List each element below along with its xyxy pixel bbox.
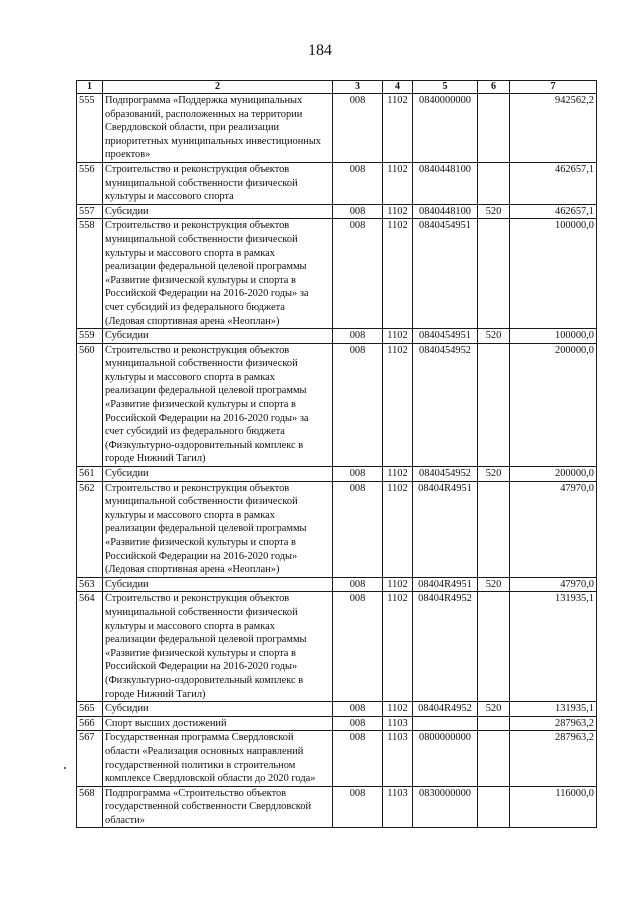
row-name [103,94,333,163]
row-target-article-code: 08404R4951 [413,481,478,577]
row-expense-type-code [478,592,510,702]
table-row [77,577,597,592]
row-amount: 462657,1 [510,162,597,204]
table-row [77,94,597,163]
row-name [103,343,333,466]
row-amount: 100000,0 [510,329,597,344]
row-department-code: 008 [333,481,383,577]
row-amount: 47970,0 [510,577,597,592]
row-name-line: «Развитие физической культуры и спорта в [105,274,296,286]
table-row [77,343,597,466]
row-number: 561 [77,467,103,482]
row-name-line: Государственная программа Свердловской [105,732,294,744]
row-amount: 200000,0 [510,467,597,482]
row-amount: 287963,2 [510,716,597,731]
row-name-line: Строительство и реконструкция объектов [105,593,290,605]
row-target-article-code: 0840000000 [413,94,478,163]
row-name-line: Подпрограмма «Поддержка муниципальных [105,95,303,106]
row-section-code: 1103 [383,786,413,828]
header-col-5: 5 [413,81,478,94]
row-department-code: 008 [333,592,383,702]
row-department-code: 008 [333,219,383,329]
row-name-line: Субсидии [105,330,149,342]
row-department-code: 008 [333,731,383,786]
row-name-line: Субсидии [105,703,149,715]
row-name-line: Российской Федерации на 2016-2020 годы» [105,661,298,673]
header-col-3: 3 [333,81,383,94]
row-number: 567 [77,731,103,786]
row-name-line: «Развитие физической культуры и спорта в [105,399,296,411]
row-department-code: 008 [333,329,383,344]
row-amount: 131935,1 [510,592,597,702]
row-name-line: городе Нижний Тагил) [105,453,206,465]
table-row [77,481,597,577]
row-section-code: 1102 [383,343,413,466]
row-section-code: 1102 [383,204,413,219]
row-number: 559 [77,329,103,344]
row-target-article-code: 0800000000 [413,731,478,786]
row-target-article-code: 0840454951 [413,219,478,329]
table-row [77,716,597,731]
row-expense-type-code [478,94,510,163]
table-row [77,786,597,828]
row-name-line: культуры и массового спорта в рамках [105,247,275,259]
row-name-line: культуры и массового спорта в рамках [105,371,275,383]
row-name-line: счет субсидий из федерального бюджета [105,301,285,313]
row-expense-type-code: 520 [478,467,510,482]
row-name [103,219,333,329]
row-number: 568 [77,786,103,828]
row-name [103,577,333,592]
header-col-6: 6 [478,81,510,94]
row-department-code: 008 [333,204,383,219]
row-number: 555 [77,94,103,163]
row-name-line: Российской Федерации на 2016-2020 годы» за [105,288,309,300]
row-name-line: «Развитие физической культуры и спорта в [105,647,296,659]
row-expense-type-code [478,786,510,828]
row-name-line: реализации федеральной целевой программы [105,261,307,273]
row-target-article-code: 0830000000 [413,786,478,828]
row-section-code: 1103 [383,716,413,731]
row-name-line: «Развитие физической культуры и спорта в [105,537,296,548]
row-department-code: 008 [333,577,383,592]
row-target-article-code: 08404R4952 [413,592,478,702]
row-name-line: области» [105,814,145,826]
row-amount: 200000,0 [510,343,597,466]
row-name-line: государственной собственности Свердловской [105,801,312,813]
table-row [77,467,597,482]
row-amount: 116000,0 [510,786,597,828]
row-name-line: (Ледовая спортивная арена «Неоплан») [105,315,280,327]
row-expense-type-code [478,716,510,731]
row-name-line: Строительство и реконструкция объектов [105,220,290,232]
row-name-line: городе Нижний Тагил) [105,688,206,700]
row-number: 560 [77,343,103,466]
row-amount: 131935,1 [510,702,597,717]
row-expense-type-code [478,343,510,466]
row-target-article-code: 0840448100 [413,162,478,204]
row-name-line: муниципальной собственности физической [105,496,298,508]
header-col-1: 1 [77,81,103,94]
row-name-line: области «Реализация основных направлений [105,745,304,757]
row-name-line: культуры и массового спорта в рамках [105,620,275,632]
row-section-code: 1102 [383,162,413,204]
row-name-line: реализации федеральной целевой программы [105,523,307,535]
row-target-article-code: 0840454951 [413,329,478,344]
row-name-line: муниципальной собственности физической [105,177,298,189]
row-name [103,204,333,219]
row-name [103,592,333,702]
row-name [103,702,333,717]
row-expense-type-code [478,731,510,786]
row-amount: 100000,0 [510,219,597,329]
row-section-code: 1102 [383,467,413,482]
row-number: 558 [77,219,103,329]
row-department-code: 008 [333,343,383,466]
row-name-line: государственной политики в строительном [105,759,296,771]
row-name-line: Строительство и реконструкция объектов [105,163,290,175]
row-section-code: 1102 [383,702,413,717]
row-expense-type-code [478,219,510,329]
row-name-line: муниципальной собственности физической [105,233,298,245]
row-name-line: образований, расположенных на территории [105,108,303,120]
row-name-line: реализации федеральной целевой программы [105,634,307,646]
row-name-line: Строительство и реконструкция объектов [105,482,290,494]
row-expense-type-code [478,481,510,577]
row-target-article-code: 0840454952 [413,343,478,466]
row-amount: 942562,2 [510,94,597,163]
table-row [77,329,597,344]
row-name-line: реализации федеральной целевой программы [105,385,307,397]
row-name-line: Спорт высших достижений [105,717,227,729]
row-expense-type-code: 520 [478,204,510,219]
row-amount: 462657,1 [510,204,597,219]
row-department-code: 008 [333,786,383,828]
row-name [103,481,333,577]
row-number: 566 [77,716,103,731]
row-name-line: Подпрограмма «Строительство объектов [105,787,287,799]
row-section-code: 1102 [383,329,413,344]
row-name-line: Свердловской области, при реализации [105,122,280,134]
row-number: 556 [77,162,103,204]
header-col-4: 4 [383,81,413,94]
row-section-code: 1103 [383,731,413,786]
row-section-code: 1102 [383,592,413,702]
row-name-line: Российской Федерации на 2016-2020 годы» [105,550,298,562]
row-expense-type-code: 520 [478,702,510,717]
row-amount: 47970,0 [510,481,597,577]
row-target-article-code: 08404R4952 [413,702,478,717]
header-col-7: 7 [510,81,597,94]
row-department-code: 008 [333,716,383,731]
margin-mark [64,767,66,769]
row-number: 564 [77,592,103,702]
row-name-line: муниципальной собственности физической [105,358,298,370]
header-col-2: 2 [103,81,333,94]
row-number: 565 [77,702,103,717]
row-name-line: (Физкультурно-оздоровительный комплекс в [105,439,304,451]
row-department-code: 008 [333,94,383,163]
row-name-line: культуры и массового спорта в рамках [105,509,275,521]
header-row [77,81,597,94]
row-section-code: 1102 [383,94,413,163]
row-name [103,162,333,204]
row-name-line: приоритетных муниципальных инвестиционных [105,135,321,147]
row-name-line: счет субсидий из федерального бюджета [105,426,285,438]
row-expense-type-code [478,162,510,204]
table-body [77,94,597,828]
row-name-line: Субсидии [105,468,149,480]
table-row [77,162,597,204]
row-number: 557 [77,204,103,219]
table-row [77,731,597,786]
row-name-line: Российской Федерации на 2016-2020 годы» за [105,412,309,424]
row-name-line: комплексе Свердловской области до 2020 года» [105,773,316,785]
row-name-line: Субсидии [105,205,149,217]
row-number: 563 [77,577,103,592]
page-number: 184 [308,42,332,59]
budget-table [76,80,597,828]
row-section-code: 1102 [383,481,413,577]
row-expense-type-code: 520 [478,577,510,592]
row-name-line: Строительство и реконструкция объектов [105,344,290,356]
table-row [77,592,597,702]
row-department-code: 008 [333,467,383,482]
row-section-code: 1102 [383,219,413,329]
row-amount: 287963,2 [510,731,597,786]
row-target-article-code: 0840448100 [413,204,478,219]
row-target-article-code: 0840454952 [413,467,478,482]
row-target-article-code [413,716,478,731]
table-row [77,204,597,219]
row-number: 562 [77,481,103,577]
row-name-line: (Физкультурно-оздоровительный комплекс в [105,674,304,686]
row-section-code: 1102 [383,577,413,592]
row-department-code: 008 [333,702,383,717]
row-name-line: культуры и массового спорта [105,191,234,203]
row-department-code: 008 [333,162,383,204]
row-name [103,329,333,344]
row-name [103,467,333,482]
row-name [103,731,333,786]
row-name [103,716,333,731]
row-name-line: проектов» [105,149,151,161]
row-expense-type-code: 520 [478,329,510,344]
row-name-line: муниципальной собственности физической [105,606,298,618]
row-name-line: Субсидии [105,578,149,590]
row-name-line: (Ледовая спортивная арена «Неоплан») [105,564,280,576]
row-target-article-code: 08404R4951 [413,577,478,592]
row-name [103,786,333,828]
table-row [77,702,597,717]
table-row [77,219,597,329]
